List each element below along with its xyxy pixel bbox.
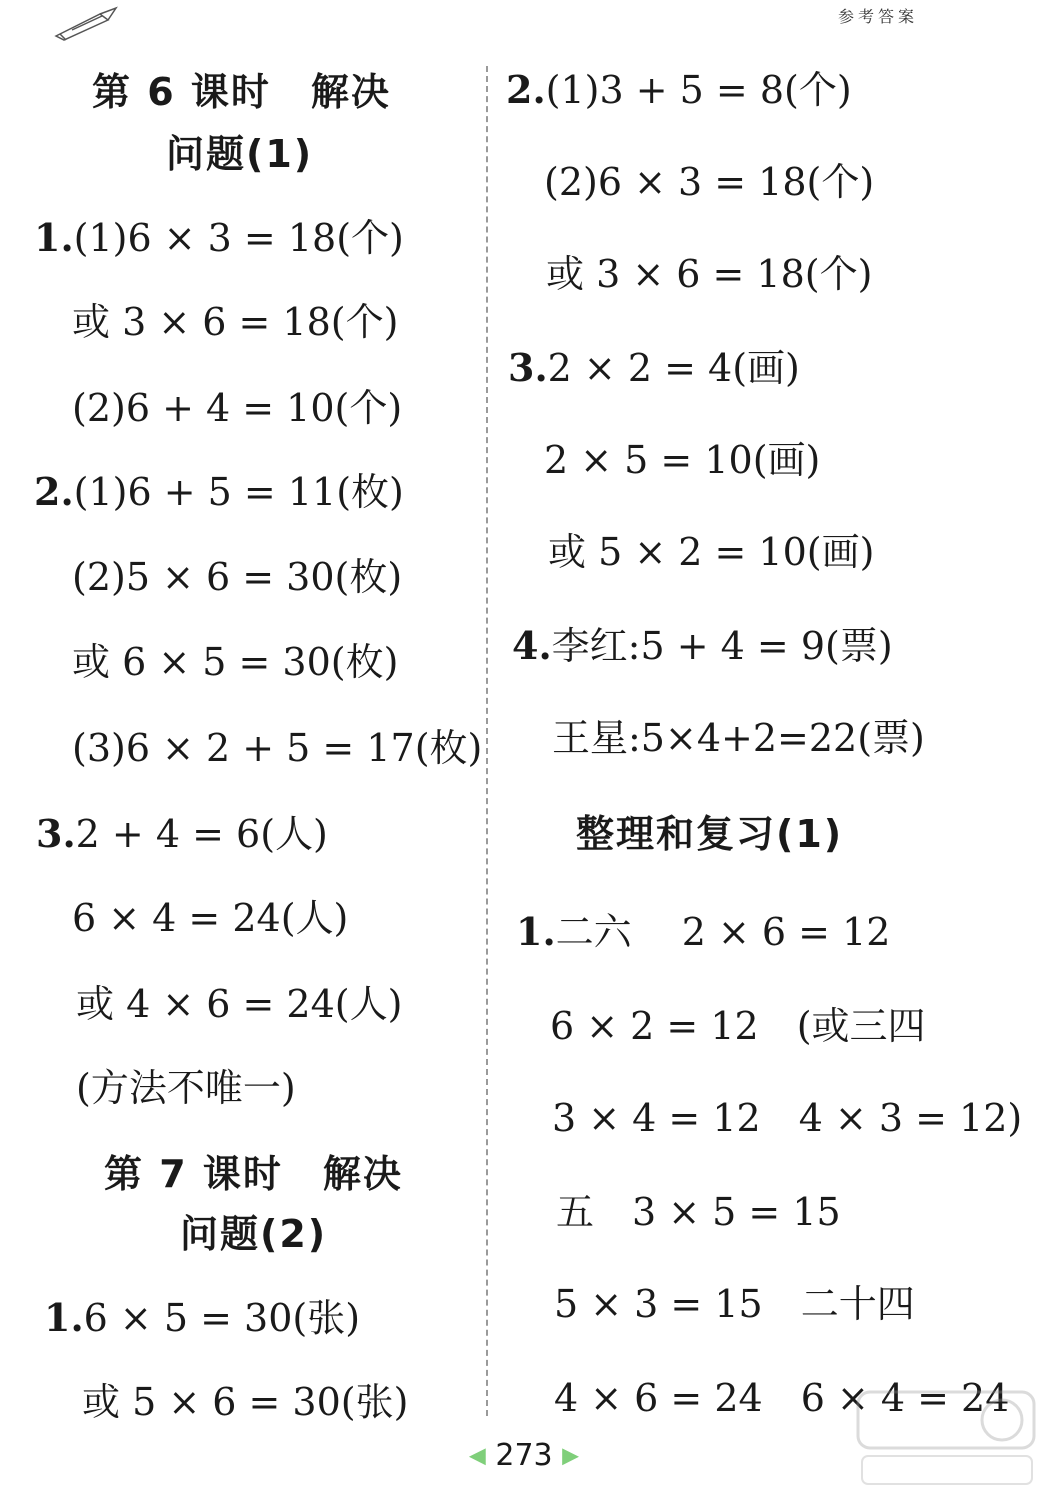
answer-line: (2)5 × 6 = 30(枚): [72, 555, 403, 599]
question-number: 2.: [34, 469, 74, 514]
answer-line: 或 6 × 5 = 30(枚): [72, 640, 399, 684]
answer-line: 或 4 × 6 = 24(人): [76, 982, 403, 1026]
answer-line: 或 3 × 6 = 18(个): [72, 300, 399, 344]
question-number: 4.: [512, 623, 552, 668]
page-number: 273: [495, 1438, 553, 1473]
lesson-6-heading-line1: 第 6 课时 解决: [92, 70, 391, 114]
answer-line: [34, 216, 404, 260]
answer-text: (1)6 × 3 = 18(个): [73, 216, 404, 260]
answer-line: [508, 346, 800, 390]
answer-text: 6 × 5 = 30(张): [83, 1296, 361, 1340]
question-number: 2.: [506, 67, 546, 112]
question-number: 1.: [34, 215, 74, 260]
answer-line: (3)6 × 2 + 5 = 17(枚): [72, 726, 483, 770]
answer-line: 五 3 × 5 = 15: [556, 1190, 841, 1234]
answer-line: [34, 470, 404, 514]
answer-line: [44, 1296, 360, 1340]
column-divider: [486, 66, 488, 1416]
review-heading: 整理和复习(1): [576, 812, 844, 856]
answer-line: [36, 812, 328, 856]
answer-line: 或 5 × 2 = 10(画): [548, 530, 875, 574]
question-number: 1.: [516, 909, 556, 954]
answer-line: (2)6 × 3 = 18(个): [544, 160, 875, 204]
right-arrow-icon: ▶: [562, 1443, 580, 1469]
answer-line: [506, 68, 852, 112]
lesson-7-heading-line1: 第 7 课时 解决: [104, 1152, 403, 1196]
answer-line: 2 × 5 = 10(画): [544, 438, 821, 482]
answer-line: 或 3 × 6 = 18(个): [546, 252, 873, 296]
answer-text: 二六 2 × 6 = 12: [555, 910, 891, 954]
answer-line: 4 × 6 = 24 6 × 4 = 24: [554, 1376, 1010, 1420]
answer-text: (1)3 + 5 = 8(个): [545, 68, 852, 112]
lesson-7-heading-line2: 问题(2): [180, 1212, 328, 1256]
pencil-logo-icon: [52, 6, 122, 42]
answer-line: 6 × 4 = 24(人): [72, 896, 349, 940]
answer-line: [516, 910, 890, 954]
answer-text: 2 + 4 = 6(人): [75, 812, 328, 856]
answer-note: (方法不唯一): [76, 1066, 296, 1110]
lesson-6-heading-line2: 问题(1): [166, 132, 314, 176]
header-title: 参考答案: [837, 7, 918, 26]
answer-text: 2 × 2 = 4(画): [547, 346, 800, 390]
answer-line: 王星:5×4+2=22(票): [552, 716, 925, 760]
left-arrow-icon: ◀: [468, 1443, 486, 1469]
answer-line: 6 × 2 = 12 (或三四: [550, 1004, 926, 1048]
answer-text: (1)6 + 5 = 11(枚): [73, 470, 404, 514]
question-number: 3.: [508, 345, 548, 390]
answer-line: 3 × 4 = 12 4 × 3 = 12): [552, 1096, 1023, 1140]
answer-line: [512, 624, 893, 668]
answer-line: (2)6 + 4 = 10(个): [72, 386, 403, 430]
question-number: 1.: [44, 1295, 84, 1340]
answer-line: 或 5 × 6 = 30(张): [82, 1380, 409, 1424]
answer-text: 李红:5 + 4 = 9(票): [551, 624, 893, 668]
watermark-logo-icon: [852, 1384, 1042, 1490]
answer-line: 5 × 3 = 15 二十四: [554, 1282, 915, 1326]
question-number: 3.: [36, 811, 76, 856]
